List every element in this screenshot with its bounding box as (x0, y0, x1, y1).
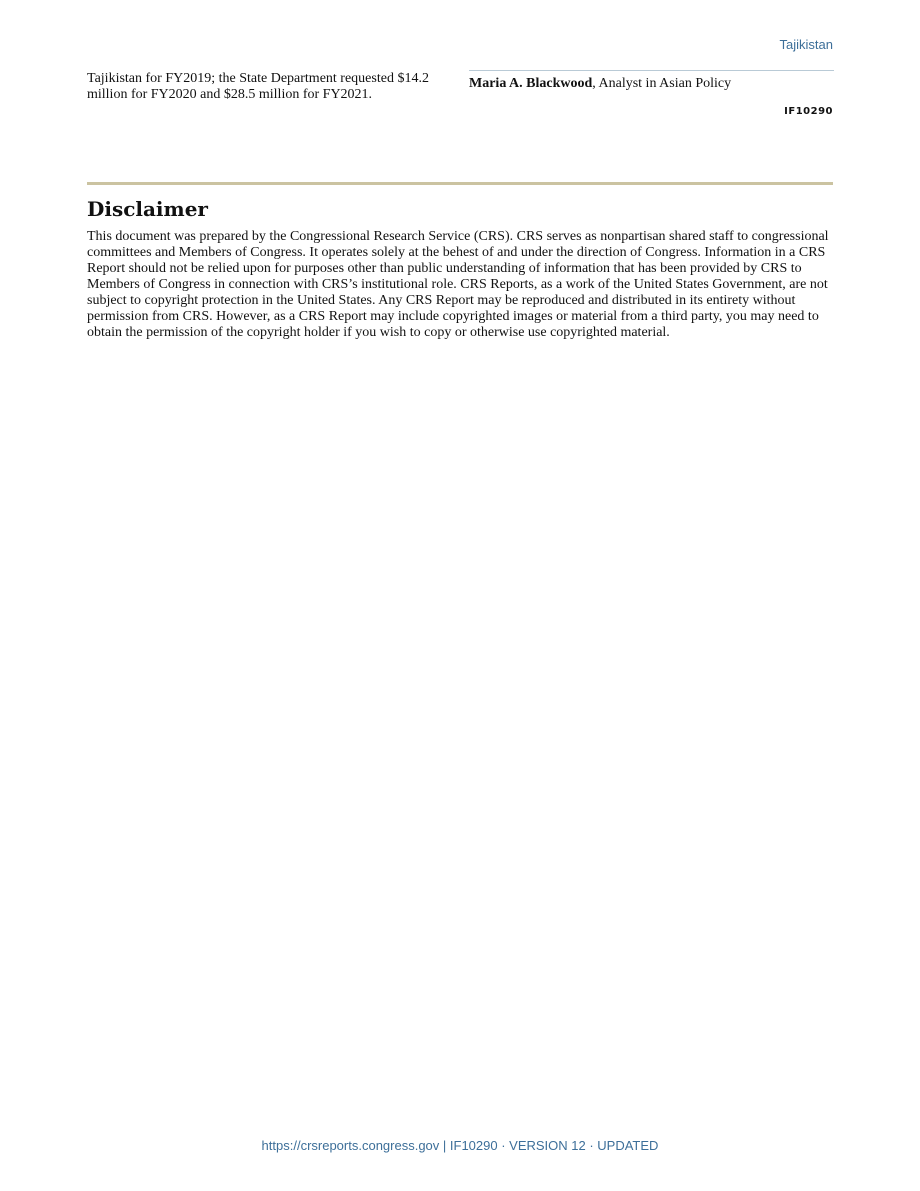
running-header-title: Tajikistan (779, 37, 833, 52)
page-footer: https://crsreports.congress.gov | IF10290 · VERSION 12 · UPDATED (261, 1138, 659, 1153)
left-column-text: Tajikistan for FY2019; the State Department requested $14.2 million for FY2020 and $28.5 million for FY2021. (87, 71, 429, 102)
disclaimer-heading: Disclaimer (87, 197, 208, 221)
author-line (469, 76, 834, 92)
author-name: Maria A. Blackwood (469, 76, 593, 91)
disclaimer-body: This document was prepared by the Congressional Research Service (CRS). CRS serves as nonpartisan shared staff to congressional committees and Members of Congress. It operates solely at the behest of and under the direction of Congress. Information in a CRS Report should not be relied upon for purposes other than public understanding of information that has been provided by CRS to Members of Congress in connection with CRS’s institutional role. CRS Reports, as a work of the United States Government, are not subject to copyright protection in the United States. Any CRS Report may be reproduced and distributed in its entirety without permission from CRS. However, as a CRS Report may include copyrighted images or material from a third party, you may need to obtain the permission of the copyright holder if you wish to copy or otherwise use copyrighted material. (87, 229, 829, 340)
author-block (469, 70, 834, 92)
section-divider (87, 182, 833, 185)
report-id: IF10290 (784, 106, 833, 117)
author-title: , Analyst in Asian Policy (592, 76, 732, 91)
author-rule (469, 70, 834, 71)
